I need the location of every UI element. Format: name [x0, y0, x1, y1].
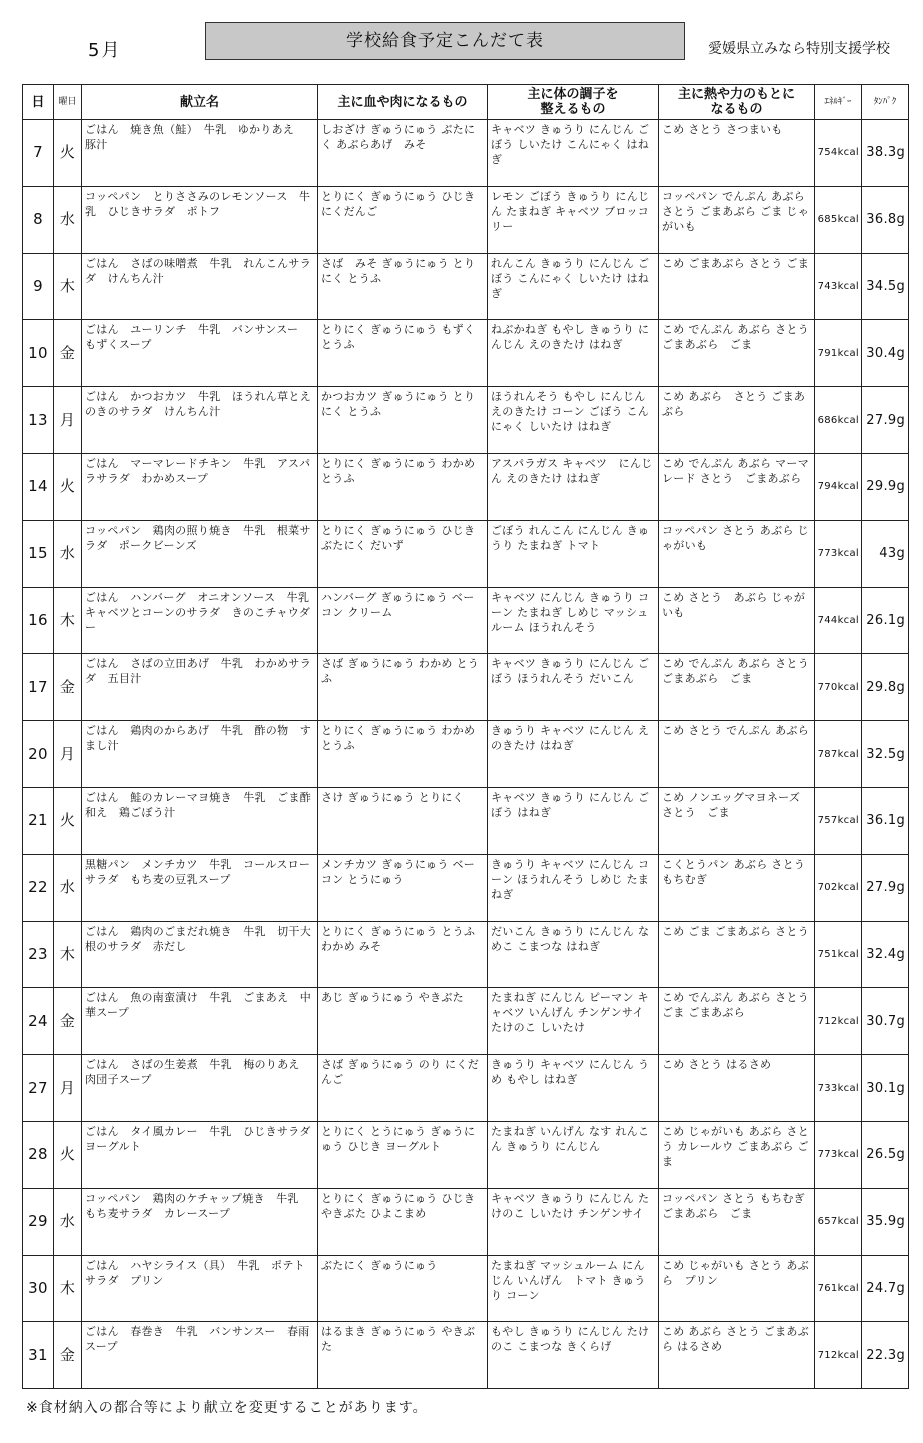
green-foods-cell: キャベツ きゅうり にんじん ごぼう はねぎ — [488, 787, 659, 854]
table-row — [23, 253, 909, 320]
yellow-foods-cell: こめ さとう でんぷん あぶら — [659, 721, 815, 788]
table-row — [23, 1322, 909, 1389]
day-cell: 10 — [23, 320, 54, 387]
protein-cell: 24.7g — [862, 1255, 909, 1322]
protein-cell: 22.3g — [862, 1322, 909, 1389]
menu-cell: ごはん 鶏肉のごまだれ焼き 牛乳 切干大根のサラダ 赤だし — [82, 921, 318, 988]
yellow-foods-cell: こめ ノンエッグマヨネーズ さとう ごま — [659, 787, 815, 854]
red-foods-cell: とりにく ぎゅうにゅう わかめ とうふ — [318, 721, 488, 788]
energy-cell: 743kcal — [815, 253, 862, 320]
header-green — [488, 85, 659, 120]
dow-cell: 月 — [54, 721, 82, 788]
table-row — [23, 520, 909, 587]
menu-cell: ごはん さばの生姜煮 牛乳 梅のりあえ 肉団子スープ — [82, 1055, 318, 1122]
red-foods-cell: とりにく ぎゅうにゅう ひじき ぶたにく だいず — [318, 520, 488, 587]
red-foods-cell: とりにく ぎゅうにゅう ひじき やきぶた ひよこまめ — [318, 1188, 488, 1255]
yellow-foods-cell: こめ でんぷん あぶら さとう ごまあぶら ごま — [659, 320, 815, 387]
red-foods-cell: とりにく ぎゅうにゅう わかめ とうふ — [318, 453, 488, 520]
green-foods-cell: もやし きゅうり にんじん たけのこ こまつな きくらげ — [488, 1322, 659, 1389]
day-cell: 22 — [23, 854, 54, 921]
red-foods-cell: さば ぎゅうにゅう のり にくだんご — [318, 1055, 488, 1122]
day-cell: 8 — [23, 186, 54, 253]
energy-cell: 733kcal — [815, 1055, 862, 1122]
table-row — [23, 1188, 909, 1255]
protein-cell: 34.5g — [862, 253, 909, 320]
green-foods-cell: たまねぎ マッシュルーム にんじん いんげん トマト きゅうり コーン — [488, 1255, 659, 1322]
day-cell: 29 — [23, 1188, 54, 1255]
protein-cell: 26.1g — [862, 587, 909, 654]
energy-cell: 686kcal — [815, 387, 862, 454]
red-foods-cell: さば みそ ぎゅうにゅう とりにく とうふ — [318, 253, 488, 320]
table-row — [23, 1121, 909, 1188]
protein-cell: 29.9g — [862, 453, 909, 520]
yellow-foods-cell: こめ じゃがいも あぶら さとう カレールウ ごまあぶら ごま — [659, 1121, 815, 1188]
green-foods-cell: れんこん きゅうり にんじん ごぼう こんにゃく しいたけ はねぎ — [488, 253, 659, 320]
page-title: 学校給食予定こんだて表 — [205, 22, 685, 60]
green-foods-cell: きゅうり キャベツ にんじん コーン ほうれんそう しめじ たまねぎ — [488, 854, 659, 921]
green-foods-cell: レモン ごぼう きゅうり にんじん たまねぎ キャベツ ブロッコリー — [488, 186, 659, 253]
red-foods-cell: はるまき ぎゅうにゅう やきぶた — [318, 1322, 488, 1389]
header-menu: 献立名 — [82, 85, 318, 120]
energy-cell: 791kcal — [815, 320, 862, 387]
red-foods-cell: かつおカツ ぎゅうにゅう とりにく とうふ — [318, 387, 488, 454]
yellow-foods-cell: こめ あぶら さとう ごまあぶら はるさめ — [659, 1322, 815, 1389]
menu-cell: コッペパン 鶏肉の照り焼き 牛乳 根菜サラダ ポークビーンズ — [82, 520, 318, 587]
table-row — [23, 787, 909, 854]
menu-cell: ごはん マーマレードチキン 牛乳 アスパラサラダ わかめスープ — [82, 453, 318, 520]
day-cell: 24 — [23, 988, 54, 1055]
header-dow: 曜日 — [54, 85, 82, 120]
dow-cell: 木 — [54, 921, 82, 988]
header-day: 日 — [23, 85, 54, 120]
green-foods-cell: たまねぎ いんげん なす れんこん きゅうり にんじん — [488, 1121, 659, 1188]
protein-cell: 27.9g — [862, 854, 909, 921]
yellow-foods-cell: こめ さとう さつまいも — [659, 120, 815, 187]
menu-cell: ごはん ハンバーグ オニオンソース 牛乳 キャベツとコーンのサラダ きのこチャウダー — [82, 587, 318, 654]
table-row — [23, 1055, 909, 1122]
menu-cell: ごはん 焼き魚（鮭） 牛乳 ゆかりあえ 豚汁 — [82, 120, 318, 187]
red-foods-cell: とりにく とうにゅう ぎゅうにゅう ひじき ヨーグルト — [318, 1121, 488, 1188]
protein-cell: 43g — [862, 520, 909, 587]
table-row — [23, 120, 909, 187]
energy-cell: 773kcal — [815, 1121, 862, 1188]
menu-cell: ごはん ユーリンチ 牛乳 バンサンスー もずくスープ — [82, 320, 318, 387]
green-foods-cell: ごぼう れんこん にんじん きゅうり たまねぎ トマト — [488, 520, 659, 587]
day-cell: 27 — [23, 1055, 54, 1122]
header-yellow-line2: なるもの — [710, 102, 763, 117]
table-row — [23, 587, 909, 654]
energy-cell: 757kcal — [815, 787, 862, 854]
red-foods-cell: とりにく ぎゅうにゅう ひじき にくだんご — [318, 186, 488, 253]
header-protein: ﾀﾝﾊﾟｸ — [862, 85, 909, 120]
protein-cell: 36.1g — [862, 787, 909, 854]
red-foods-cell: しおざけ ぎゅうにゅう ぶたにく あぶらあげ みそ — [318, 120, 488, 187]
month-label: 5月 — [88, 40, 122, 61]
energy-cell: 770kcal — [815, 654, 862, 721]
energy-cell: 712kcal — [815, 1322, 862, 1389]
table-row — [23, 320, 909, 387]
dow-cell: 水 — [54, 1188, 82, 1255]
day-cell: 17 — [23, 654, 54, 721]
energy-cell: 751kcal — [815, 921, 862, 988]
red-foods-cell: ハンバーグ ぎゅうにゅう ベーコン クリーム — [318, 587, 488, 654]
energy-cell: 794kcal — [815, 453, 862, 520]
day-cell: 15 — [23, 520, 54, 587]
dow-cell: 金 — [54, 654, 82, 721]
menu-cell: ごはん 魚の南蛮漬け 牛乳 ごまあえ 中華スープ — [82, 988, 318, 1055]
day-cell: 7 — [23, 120, 54, 187]
protein-cell: 32.5g — [862, 721, 909, 788]
dow-cell: 月 — [54, 387, 82, 454]
menu-cell: ごはん さばの味噌煮 牛乳 れんこんサラダ けんちん汁 — [82, 253, 318, 320]
table-row — [23, 721, 909, 788]
table-row — [23, 387, 909, 454]
red-foods-cell: あじ ぎゅうにゅう やきぶた — [318, 988, 488, 1055]
table-header-row — [23, 85, 909, 120]
green-foods-cell: キャベツ きゅうり にんじん ごぼう ほうれんそう だいこん — [488, 654, 659, 721]
energy-cell: 712kcal — [815, 988, 862, 1055]
yellow-foods-cell: こめ でんぷん あぶら さとう ごまあぶら ごま — [659, 654, 815, 721]
menu-cell: ごはん 春巻き 牛乳 バンサンスー 春雨スープ — [82, 1322, 318, 1389]
energy-cell: 754kcal — [815, 120, 862, 187]
energy-cell: 702kcal — [815, 854, 862, 921]
dow-cell: 水 — [54, 520, 82, 587]
protein-cell: 32.4g — [862, 921, 909, 988]
menu-cell: コッペパン 鶏肉のケチャップ焼き 牛乳 もち麦サラダ カレースープ — [82, 1188, 318, 1255]
header-energy: ｴﾈﾙｷﾞｰ — [815, 85, 862, 120]
protein-cell: 27.9g — [862, 387, 909, 454]
dow-cell: 水 — [54, 186, 82, 253]
red-foods-cell: メンチカツ ぎゅうにゅう ベーコン とうにゅう — [318, 854, 488, 921]
red-foods-cell: とりにく ぎゅうにゅう とうふ わかめ みそ — [318, 921, 488, 988]
red-foods-cell: ぶたにく ぎゅうにゅう — [318, 1255, 488, 1322]
menu-cell: ごはん ハヤシライス（具） 牛乳 ポテトサラダ プリン — [82, 1255, 318, 1322]
protein-cell: 36.8g — [862, 186, 909, 253]
protein-cell: 29.8g — [862, 654, 909, 721]
day-cell: 13 — [23, 387, 54, 454]
protein-cell: 26.5g — [862, 1121, 909, 1188]
table-row — [23, 988, 909, 1055]
red-foods-cell: さけ ぎゅうにゅう とりにく — [318, 787, 488, 854]
green-foods-cell: アスパラガス キャベツ にんじん えのきたけ はねぎ — [488, 453, 659, 520]
menu-cell: ごはん タイ風カレー 牛乳 ひじきサラダ ヨーグルト — [82, 1121, 318, 1188]
dow-cell: 月 — [54, 1055, 82, 1122]
footer-note: ※食材納入の都合等により献立を変更することがあります。 — [26, 1400, 428, 1416]
dow-cell: 金 — [54, 1322, 82, 1389]
yellow-foods-cell: こめ でんぷん あぶら さとう ごま ごまあぶら — [659, 988, 815, 1055]
yellow-foods-cell: コッペパン さとう もちむぎ ごまあぶら ごま — [659, 1188, 815, 1255]
energy-cell: 787kcal — [815, 721, 862, 788]
menu-table — [22, 84, 909, 1389]
menu-cell: 黒糖パン メンチカツ 牛乳 コールスローサラダ もち麦の豆乳スープ — [82, 854, 318, 921]
green-foods-cell: キャベツ きゅうり にんじん ごぼう しいたけ こんにゃく はねぎ — [488, 120, 659, 187]
protein-cell: 30.7g — [862, 988, 909, 1055]
dow-cell: 木 — [54, 587, 82, 654]
header-yellow — [659, 85, 815, 120]
day-cell: 23 — [23, 921, 54, 988]
menu-cell: ごはん かつおカツ 牛乳 ほうれん草とえのきのサラダ けんちん汁 — [82, 387, 318, 454]
yellow-foods-cell: こめ あぶら さとう ごまあぶら — [659, 387, 815, 454]
day-cell: 31 — [23, 1322, 54, 1389]
day-cell: 20 — [23, 721, 54, 788]
yellow-foods-cell: こめ さとう はるさめ — [659, 1055, 815, 1122]
yellow-foods-cell: コッペパン でんぷん あぶら さとう ごまあぶら ごま じゃがいも — [659, 186, 815, 253]
green-foods-cell: ねぶかねぎ もやし きゅうり にんじん えのきたけ はねぎ — [488, 320, 659, 387]
green-foods-cell: たまねぎ にんじん ピーマン キャベツ いんげん チンゲンサイ たけのこ しいたけ — [488, 988, 659, 1055]
green-foods-cell: きゅうり キャベツ にんじん えのきたけ はねぎ — [488, 721, 659, 788]
yellow-foods-cell: こめ でんぷん あぶら マーマレード さとう ごまあぶら — [659, 453, 815, 520]
day-cell: 14 — [23, 453, 54, 520]
header-yellow-line1: 主に熱や力のもとに — [677, 87, 795, 102]
school-name: 愛媛県立みなら特別支援学校 — [708, 41, 890, 57]
day-cell: 28 — [23, 1121, 54, 1188]
table-row — [23, 921, 909, 988]
protein-cell: 38.3g — [862, 120, 909, 187]
energy-cell: 744kcal — [815, 587, 862, 654]
yellow-foods-cell: こめ ごま ごまあぶら さとう — [659, 921, 815, 988]
yellow-foods-cell: コッペパン さとう あぶら じゃがいも — [659, 520, 815, 587]
dow-cell: 金 — [54, 320, 82, 387]
green-foods-cell: キャベツ きゅうり にんじん たけのこ しいたけ チンゲンサイ — [488, 1188, 659, 1255]
red-foods-cell: とりにく ぎゅうにゅう もずく とうふ — [318, 320, 488, 387]
day-cell: 16 — [23, 587, 54, 654]
day-cell: 30 — [23, 1255, 54, 1322]
energy-cell: 685kcal — [815, 186, 862, 253]
green-foods-cell: きゅうり キャベツ にんじん うめ もやし はねぎ — [488, 1055, 659, 1122]
protein-cell: 30.1g — [862, 1055, 909, 1122]
header-red: 主に血や肉になるもの — [318, 85, 488, 120]
dow-cell: 火 — [54, 787, 82, 854]
dow-cell: 火 — [54, 453, 82, 520]
red-foods-cell: さば ぎゅうにゅう わかめ とうふ — [318, 654, 488, 721]
header-green-line2: 整えるもの — [540, 102, 606, 117]
green-foods-cell: キャベツ にんじん きゅうり コーン たまねぎ しめじ マッシュルーム ほうれんそう — [488, 587, 659, 654]
dow-cell: 水 — [54, 854, 82, 921]
dow-cell: 木 — [54, 1255, 82, 1322]
yellow-foods-cell: こくとうパン あぶら さとう もちむぎ — [659, 854, 815, 921]
dow-cell: 火 — [54, 120, 82, 187]
menu-cell: ごはん 鮭のカレーマヨ焼き 牛乳 ごま酢和え 鶏ごぼう汁 — [82, 787, 318, 854]
dow-cell: 木 — [54, 253, 82, 320]
yellow-foods-cell: こめ じゃがいも さとう あぶら プリン — [659, 1255, 815, 1322]
menu-cell: ごはん さばの立田あげ 牛乳 わかめサラダ 五目汁 — [82, 654, 318, 721]
menu-cell: ごはん 鶏肉のからあげ 牛乳 酢の物 すまし汁 — [82, 721, 318, 788]
day-cell: 9 — [23, 253, 54, 320]
table-row — [23, 453, 909, 520]
table-row — [23, 1255, 909, 1322]
yellow-foods-cell: こめ ごまあぶら さとう ごま — [659, 253, 815, 320]
table-row — [23, 854, 909, 921]
protein-cell: 30.4g — [862, 320, 909, 387]
energy-cell: 761kcal — [815, 1255, 862, 1322]
yellow-foods-cell: こめ さとう あぶら じゃがいも — [659, 587, 815, 654]
day-cell: 21 — [23, 787, 54, 854]
header-green-line1: 主に体の調子を — [527, 87, 619, 102]
energy-cell: 773kcal — [815, 520, 862, 587]
green-foods-cell: ほうれんそう もやし にんじん えのきたけ コーン ごぼう こんにゃく しいたけ はねぎ — [488, 387, 659, 454]
dow-cell: 火 — [54, 1121, 82, 1188]
table-row — [23, 654, 909, 721]
dow-cell: 金 — [54, 988, 82, 1055]
menu-cell: コッペパン とりささみのレモンソース 牛乳 ひじきサラダ ポトフ — [82, 186, 318, 253]
green-foods-cell: だいこん きゅうり にんじん なめこ こまつな はねぎ — [488, 921, 659, 988]
table-row — [23, 186, 909, 253]
protein-cell: 35.9g — [862, 1188, 909, 1255]
energy-cell: 657kcal — [815, 1188, 862, 1255]
